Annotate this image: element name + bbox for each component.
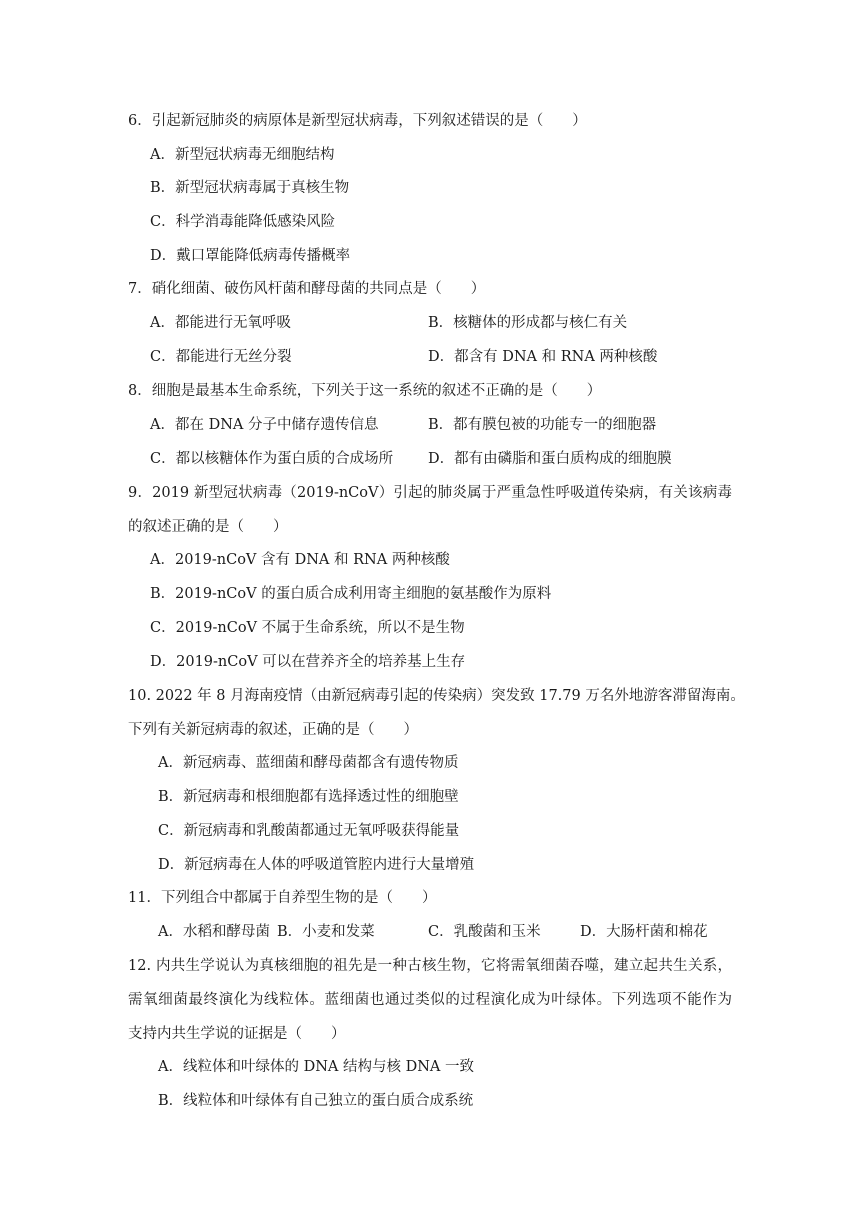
question-8-option-a: A．都在 DNA 分子中储存遗传信息: [150, 417, 379, 433]
question-12-option-a: A．线粒体和叶绿体的 DNA 结构与核 DNA 一致: [158, 1059, 474, 1075]
question-11-option-a: A．水稻和酵母菌: [158, 924, 270, 940]
question-7-option-c: C．都能进行无丝分裂: [150, 349, 292, 365]
question-8-option-c: C．都以核糖体作为蛋白质的合成场所: [150, 451, 394, 467]
question-10-option-a: A．新冠病毒、蓝细菌和酵母菌都含有遗传物质: [158, 755, 459, 771]
question-6-option-b: B．新型冠状病毒属于真核生物: [150, 180, 350, 196]
question-9-option-d: D．2019-nCoV 可以在营养齐全的培养基上生存: [150, 654, 466, 670]
question-9-stem-line-1: 9．2019 新型冠状病毒（2019-nCoV）引起的肺炎属于严重急性呼吸道传染病，有关该病毒: [128, 485, 732, 501]
question-8-option-d: D．都有由磷脂和蛋白质构成的细胞膜: [428, 451, 672, 467]
question-10-stem-line-1: 10. 2022 年 8 月海南疫情（由新冠病毒引起的传染病）突发致 17.79 万名外地游客滞留海南。: [128, 688, 745, 704]
question-9-stem-line-2: 的叙述正确的是（ ）: [128, 519, 288, 535]
question-8-stem: 8．细胞是最基本生命系统，下列关于这一系统的叙述不正确的是（ ）: [128, 383, 602, 399]
question-12-option-b: B．线粒体和叶绿体有自己独立的蛋白质合成系统: [158, 1093, 474, 1109]
question-7-stem: 7．硝化细菌、破伤风杆菌和酵母菌的共同点是（ ）: [128, 281, 486, 297]
question-8-option-b: B．都有膜包被的功能专一的细胞器: [428, 417, 657, 433]
question-9-option-c: C．2019-nCoV 不属于生命系统，所以不是生物: [150, 620, 465, 636]
question-10-option-b: B．新冠病毒和根细胞都有选择透过性的细胞壁: [158, 789, 459, 805]
question-6-option-d: D．戴口罩能降低病毒传播概率: [150, 248, 351, 264]
question-7-option-b: B．核糖体的形成都与核仁有关: [428, 315, 628, 331]
question-10-option-c: C．新冠病毒和乳酸菌都通过无氧呼吸获得能量: [158, 823, 460, 839]
question-7-option-d: D．都含有 DNA 和 RNA 两种核酸: [428, 349, 658, 365]
question-6-option-a: A．新型冠状病毒无细胞结构: [150, 147, 335, 163]
question-11-option-d: D．大肠杆菌和棉花: [580, 924, 708, 940]
question-9-option-b: B．2019-nCoV 的蛋白质合成利用寄主细胞的氨基酸作为原料: [150, 586, 552, 602]
question-7-option-a: A．都能进行无氧呼吸: [150, 315, 291, 331]
question-10-option-d: D．新冠病毒在人体的呼吸道管腔内进行大量增殖: [158, 857, 475, 873]
question-6-stem: 6．引起新冠肺炎的病原体是新型冠状病毒，下列叙述错误的是（ ）: [128, 113, 587, 129]
question-12-stem-line-3: 支持内共生学说的证据是（ ）: [128, 1026, 346, 1042]
question-11-stem: 11．下列组合中都属于自养型生物的是（ ）: [128, 890, 437, 906]
question-12-stem-line-1: 12. 内共生学说认为真核细胞的祖先是一种古核生物，它将需氧细菌吞噬，建立起共生关系，: [128, 958, 732, 974]
question-6-option-c: C．科学消毒能降低感染风险: [150, 214, 336, 230]
question-11-option-b: B．小麦和发菜: [277, 924, 375, 940]
question-12-stem-line-2: 需氧细菌最终演化为线粒体。蓝细菌也通过类似的过程演化成为叶绿体。下列选项不能作为: [128, 992, 732, 1008]
question-11-option-c: C．乳酸菌和玉米: [428, 924, 541, 940]
question-10-stem-line-2: 下列有关新冠病毒的叙述，正确的是（ ）: [128, 722, 418, 738]
question-9-option-a: A．2019-nCoV 含有 DNA 和 RNA 两种核酸: [150, 552, 450, 568]
